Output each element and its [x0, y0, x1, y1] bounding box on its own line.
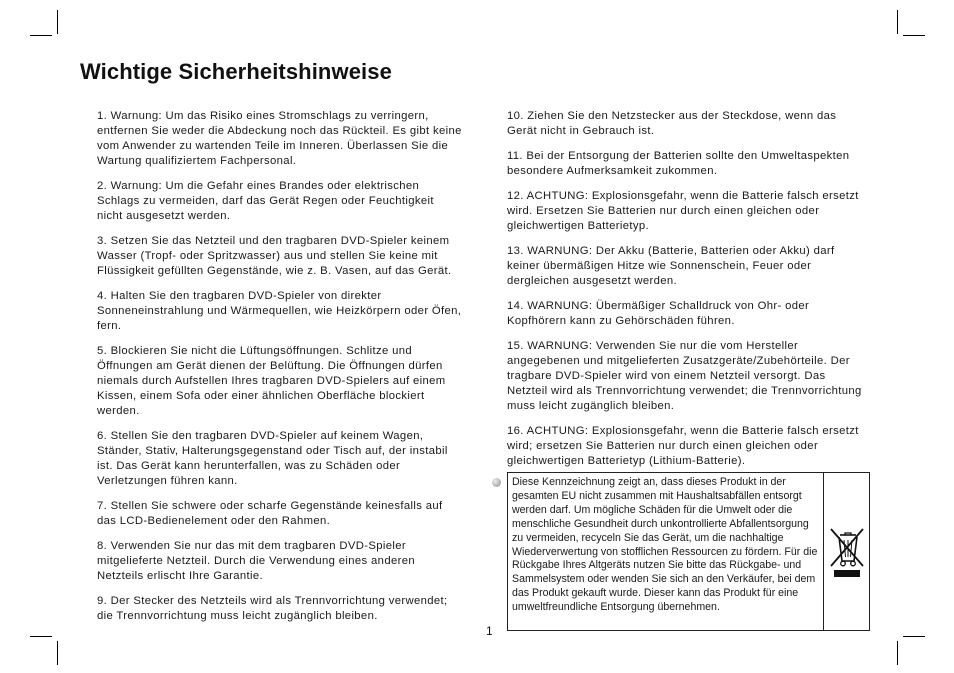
bullet-icon [492, 478, 501, 487]
safety-item-4: 4. Halten Sie den tragbaren DVD-Spieler von direkter Sonneneinstrahlung und Wärmequellen, wie Heizkörpern oder Öfen, fern. [97, 290, 462, 332]
page-number: 1 [486, 624, 493, 638]
safety-item-5: 5. Blockieren Sie nicht die Lüftungsöffnungen. Schlitze und Öffnungen am Gerät dienen der Belüftung. Die Öffnungen dürfen niemals durch Aufstellen Ihres tragbaren DVD-Spielers auf einem Kissen, einem Sofa oder einer ähnlichen Oberfläche blockiert werden. [97, 345, 446, 417]
safety-item-14: 14. WARNUNG: Übermäßiger Schalldruck von Ohr- oder Kopfhörern kann zu Gehörschäden führen. [507, 300, 810, 327]
crop-mark [57, 10, 58, 34]
weee-bar [834, 570, 860, 577]
safety-item-11: 11. Bei der Entsorgung der Batterien sollte den Umweltaspekten besondere Aufmerksamkeit zukommen. [507, 150, 850, 177]
safety-item-15: 15. WARNUNG: Verwenden Sie nur die vom Hersteller angegebenen und mitgelieferten Zusatzgeräte/Zubehörteile. Der tragbare DVD-Spieler wird von einem Netzteil versorgt. Das Netzteil wird als Trennvorrichtung verwendet; die Trennvorrichtung muss leicht zugänglich bleiben. [507, 340, 862, 412]
safety-item-13: 13. WARNUNG: Der Akku (Batterie, Batterien oder Akku) darf keiner übermäßigen Hitze wie Sonnenschein, Feuer oder dergleichen ausgesetzt werden. [507, 245, 835, 287]
crop-mark [30, 35, 52, 36]
safety-item-1: 1. Warnung: Um das Risiko eines Stromschlags zu verringern, entfernen Sie weder die Abdeckung noch das Rückteil. Es gibt keine vom Anwender zu wartenden Teile im Inneren. Überlassen Sie die Wartung qualifiziertem Fachpersonal. [97, 110, 462, 167]
crossed-out-wheelie-bin-icon [827, 526, 867, 568]
safety-item-3: 3. Setzen Sie das Netzteil und den tragbaren DVD-Spieler keinem Wasser (Tropf- oder Spritzwasser) aus und stellen Sie keine mit Flüssigkeit gefüllten Gegenstände, wie z. B. Vasen, auf das Gerät. [97, 235, 452, 277]
crop-mark [897, 10, 898, 34]
page-title: Wichtige Sicherheitshinweise [80, 58, 392, 84]
crop-mark [903, 636, 925, 637]
safety-item-9: 9. Der Stecker des Netzteils wird als Trennvorrichtung verwendet; die Trennvorrichtung muss leicht zugänglich bleiben. [97, 595, 448, 622]
safety-item-16: 16. ACHTUNG: Explosionsgefahr, wenn die Batterie falsch ersetzt wird; ersetzen Sie Batterien nur durch einen gleichen oder gleichwertigen Batterietyp (Lithium-Batterie). [507, 425, 859, 467]
safety-item-12: 12. ACHTUNG: Explosionsgefahr, wenn die Batterie falsch ersetzt wird. Ersetzen Sie Batterien nur durch einen gleichen oder gleichwertigen Batterietyp. [507, 190, 859, 232]
crop-mark [57, 641, 58, 665]
left-column [97, 109, 462, 634]
safety-item-7: 7. Stellen Sie schwere oder scharfe Gegenstände keinesfalls auf das LCD-Bedienelement oder den Rahmen. [97, 500, 443, 527]
crop-mark [30, 636, 52, 637]
safety-item-6: 6. Stellen Sie den tragbaren DVD-Spieler auf keinem Wagen, Ständer, Stativ, Halterungsgegenstand oder Tisch auf, der instabil ist. Das Gerät kann herunterfallen, was zu Schäden oder Verletzungen führen kann. [97, 430, 448, 487]
crop-mark [897, 641, 898, 665]
weee-notice-box [507, 472, 870, 631]
right-column [507, 109, 869, 479]
crop-mark [903, 35, 925, 36]
weee-notice-text: Diese Kennzeichnung zeigt an, dass dieses Produkt in der gesamten EU nicht zusammen mit Haushaltsabfällen entsorgt werden darf. Um mögliche Schäden für die Umwelt oder die menschliche Gesundheit durch unkontrollierte Abfallentsorgung zu vermeiden, recyceln Sie das Gerät, um die nachhaltige Wiederverwertung von stofflichen Ressourcen zu fördern. Für die Rückgabe Ihres Altgeräts nutzen Sie bitte das Rückgabe- und Sammelsystem oder wenden Sie sich an den Verkäufer, bei dem das Produkt gekauft wurde. Dieser kann das Produkt für eine umweltfreundliche Entsorgung übernehmen. [508, 473, 824, 630]
safety-item-2: 2. Warnung: Um die Gefahr eines Brandes oder elektrischen Schlags zu vermeiden, darf das Gerät Regen oder Feuchtigkeit nicht ausgesetzt werden. [97, 180, 434, 222]
safety-item-10: 10. Ziehen Sie den Netzstecker aus der Steckdose, wenn das Gerät nicht in Gebrauch ist. [507, 110, 837, 137]
safety-item-8: 8. Verwenden Sie nur das mit dem tragbaren DVD-Spieler mitgelieferte Netzteil. Durch die Verwendung eines anderen Netzteils erlischt Ihre Garantie. [97, 540, 415, 582]
weee-icon-cell [824, 473, 869, 630]
